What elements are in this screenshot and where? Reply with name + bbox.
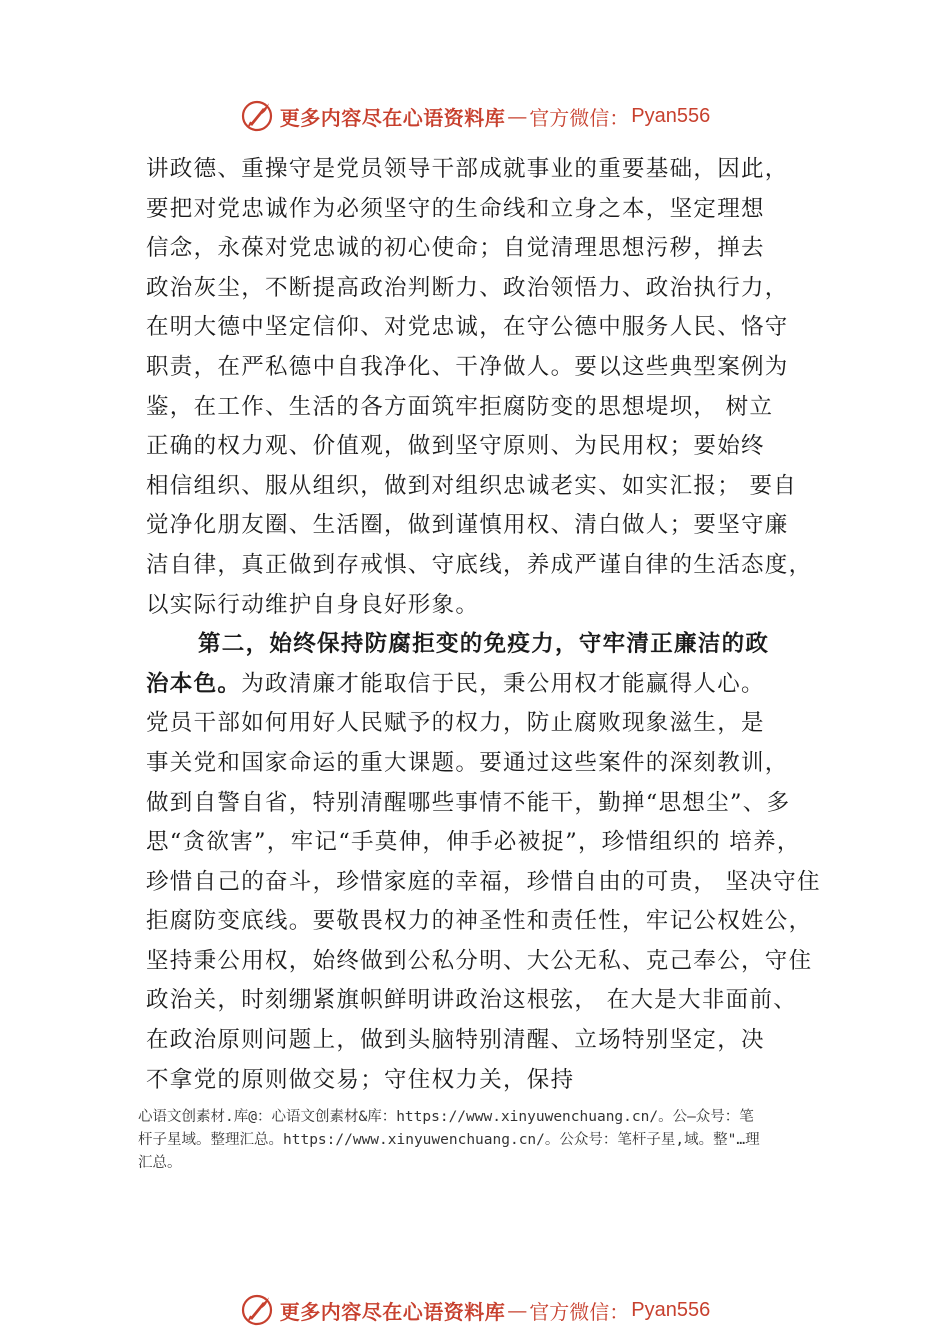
text-line: 思“贪欲害”，牢记“手莫伸，伸手必被捉”，珍惜组织的 培养， <box>146 829 801 856</box>
text-line: 信念，永葆对党忠诚的初心使命；自觉清理思想污秽，掸去 <box>146 235 765 262</box>
text-line: 洁自律，真正做到存戒惧、守底线，养成严谨自律的生活态度， <box>146 551 813 578</box>
source-note-line: 心语文创素材.库@：心语文创素材&库：https://www.xinyuwenchuang.cn/。公—众号：笔 <box>138 1109 754 1125</box>
text-line: 在政治原则问题上，做到头脑特别清醒、立场特别坚定，决 <box>146 1027 765 1054</box>
section-heading: 第二，始终保持防腐拒变的免疫力，守牢清正廉洁的政 <box>198 631 770 658</box>
heading-continuation-line <box>146 665 846 705</box>
text-line: 拒腐防变底线。要敬畏权力的神圣性和责任性，牢记公权姓公， <box>146 908 813 935</box>
quill-logo-icon <box>240 1293 274 1327</box>
text-line: 以实际行动维护自身良好形象。 <box>146 591 480 618</box>
banner-wechat-label: 官方微信： <box>529 105 630 130</box>
banner-wechat-id: Pyan556 <box>631 1298 711 1321</box>
text-line: 不拿党的原则做交易；守住权力关，保持 <box>146 1066 575 1093</box>
source-note <box>138 1106 838 1175</box>
text-line: 职责，在严私德中自我净化、干净做人。要以这些典型案例为 <box>146 353 789 380</box>
header-banner <box>0 94 950 138</box>
text-line: 党员干部如何用好人民赋予的权力，防止腐败现象滋生，是 <box>146 710 765 737</box>
text-line: 讲政德、重操守是党员领导干部成就事业的重要基础，因此， <box>146 156 789 182</box>
text-fragment: 为政清廉才能取信于民，秉公用权才能赢得人心。 <box>241 670 765 697</box>
banner-separator: — <box>507 104 528 128</box>
banner-separator: — <box>507 1298 528 1322</box>
text-line: 坚持秉公用权，始终做到公私分明、大公无私、克己奉公，守住 <box>146 947 813 974</box>
banner-title: 更多内容尽在心语资料库 <box>279 105 506 130</box>
banner-title: 更多内容尽在心语资料库 <box>279 1299 506 1324</box>
text-line: 珍惜自己的奋斗，珍惜家庭的幸福，珍惜自由的可贵， 坚决守住 <box>146 868 821 895</box>
text-line: 做到自警自省，特别清醒哪些事情不能干，勤掸“思想尘”、多 <box>146 789 791 816</box>
banner-wechat-label: 官方微信： <box>529 1299 630 1324</box>
source-note-line: 杆子星域。整理汇总。https://www.xinyuwenchuang.cn/。公众号：笔杆子星,域。整"…理 <box>138 1132 760 1148</box>
text-line: 在明大德中坚定信仰、对党忠诚，在守公德中服务人民、恪守 <box>146 314 789 341</box>
footer-banner <box>0 1288 950 1332</box>
text-line: 鉴，在工作、生活的各方面筑牢拒腐防变的思想堤坝， 树立 <box>146 393 774 420</box>
text-line: 事关党和国家命运的重大课题。要通过这些案件的深刻教训， <box>146 749 789 776</box>
text-line: 政治灰尘，不断提高政治判断力、政治领悟力、政治执行力， <box>146 274 789 301</box>
source-note-line: 汇总。 <box>138 1155 182 1171</box>
text-line: 要把对党忠诚作为必须坚守的生命线和立身之本，坚定理想 <box>146 195 765 222</box>
banner-wechat-id: Pyan556 <box>631 104 711 127</box>
document-body <box>146 150 846 1100</box>
text-line: 正确的权力观、价值观，做到坚守原则、为民用权；要始终 <box>146 433 765 460</box>
quill-logo-icon <box>240 99 274 133</box>
section-heading-end: 治本色。 <box>146 670 242 697</box>
text-line: 政治关，时刻绷紧旗帜鲜明讲政治这根弦， 在大是大非面前、 <box>146 987 798 1014</box>
text-line: 相信组织、服从组织，做到对组织忠诚老实、如实汇报； 要自 <box>146 472 798 499</box>
text-line: 觉净化朋友圈、生活圈，做到谨慎用权、清白做人；要坚守廉 <box>146 512 789 539</box>
